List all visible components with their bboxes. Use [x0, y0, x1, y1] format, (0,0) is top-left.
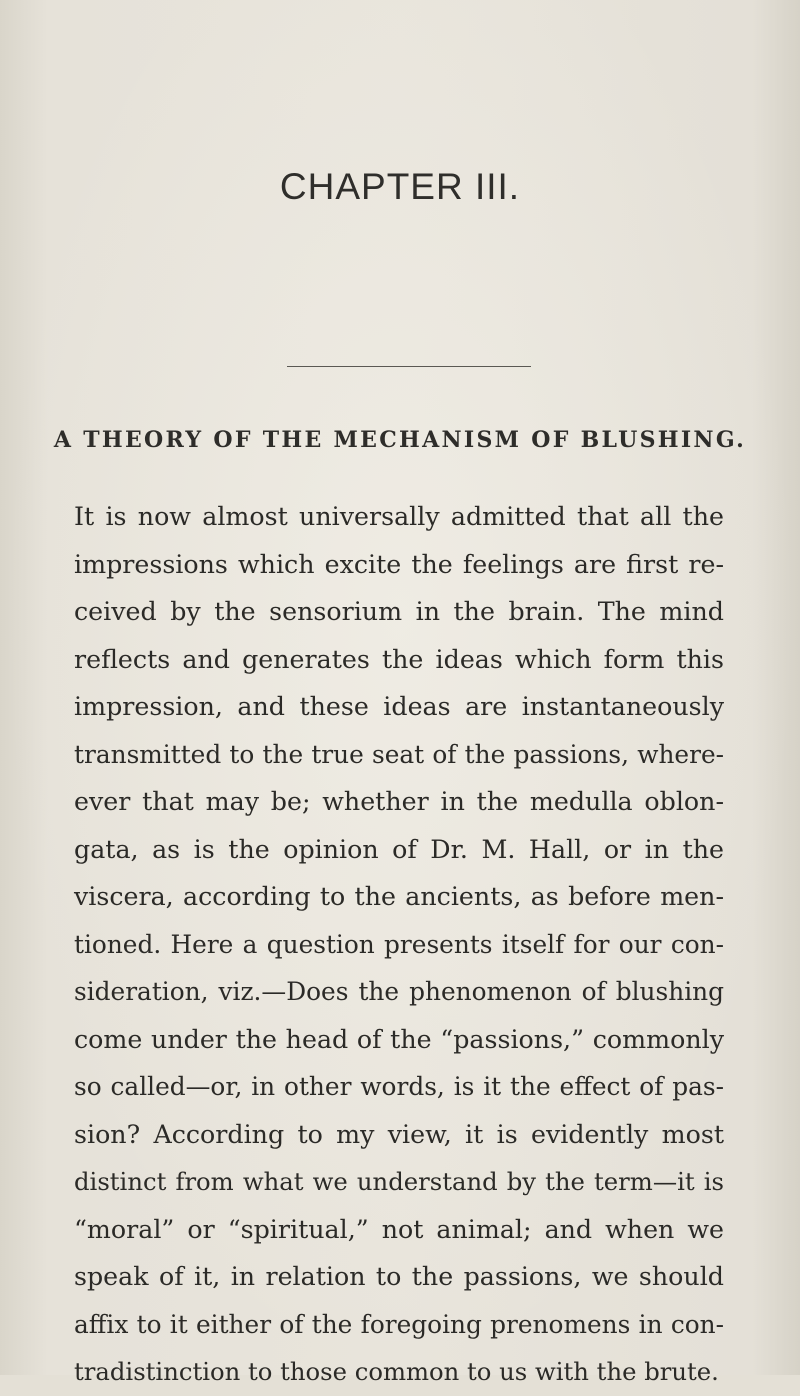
text-line: tioned. Here a question presents itself for our con-: [74, 929, 724, 959]
body-paragraph: [74, 493, 724, 1396]
text-line: speak of it, in relation to the passions, we should: [74, 1262, 724, 1291]
text-line: sideration, viz.—Does the phenomenon of blushing: [74, 977, 724, 1006]
text-line: ceived by the sensorium in the brain. The mind: [74, 597, 724, 626]
text-line: ever that may be; whether in the medulla oblon-: [74, 787, 724, 816]
text-line: It is now almost universally admitted that all the: [74, 502, 724, 531]
chapter-title: CHAPTER III.: [279, 166, 521, 207]
text-line: affix to it either of the foregoing prenomens in con-: [74, 1309, 724, 1339]
text-line: sion? According to my view, it is evidently most: [74, 1119, 724, 1149]
text-line: so called—or, in other words, is it the effect of pas-: [74, 1072, 724, 1101]
text-line: reflects and generates the ideas which form this: [74, 644, 724, 674]
text-line: gata, as is the opinion of Dr. M. Hall, or in the: [74, 834, 724, 864]
text-line: impression, and these ideas are instantaneously: [74, 692, 724, 721]
text-line: “moral” or “spiritual,” not animal; and when we: [74, 1214, 724, 1244]
section-divider: [287, 366, 531, 367]
text-line: viscera, according to the ancients, as before men-: [74, 882, 724, 911]
section-title: A THEORY OF THE MECHANISM OF BLUSHING.: [53, 427, 747, 453]
text-line: impressions which excite the feelings are first re-: [74, 549, 724, 579]
text-line: transmitted to the true seat of the passions, where-: [74, 739, 724, 769]
text-line: tradistinction to those common to us with the brute.: [74, 1357, 719, 1386]
text-line: come under the head of the “passions,” commonly: [74, 1024, 724, 1054]
text-line: distinct from what we understand by the term—it is: [74, 1167, 724, 1196]
